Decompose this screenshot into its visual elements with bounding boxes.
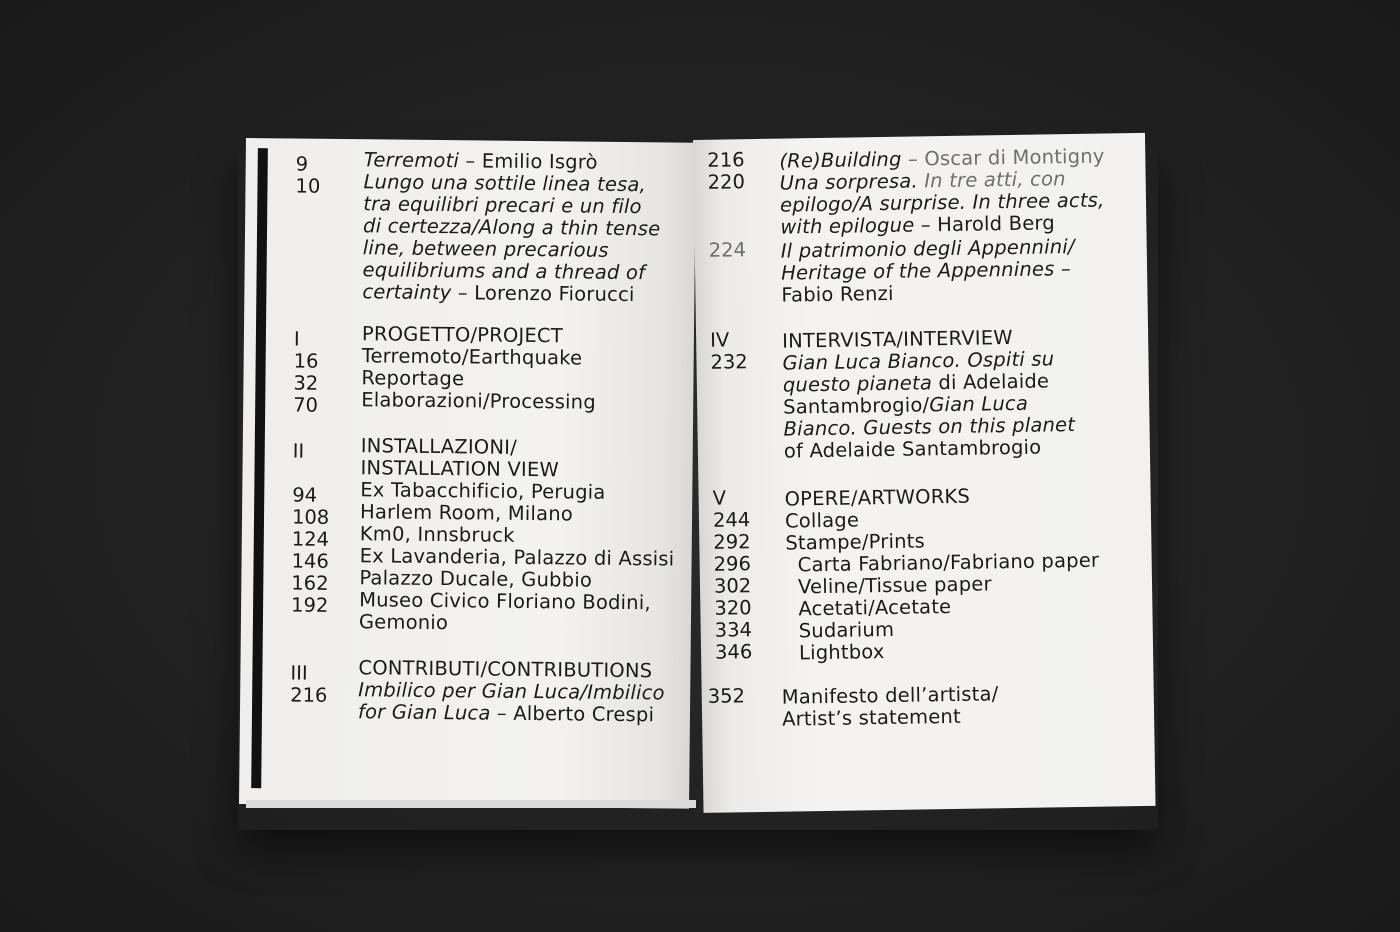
page-number: 232 [710,350,748,374]
toc-entry: Elaborazioni/Processing [361,388,596,414]
black-edge-bar [251,148,268,788]
toc-entry-line: epilogo/A surprise. In three acts, [779,188,1105,217]
toc-entry: Ex Tabacchificio, Perugia [360,478,606,504]
toc-entry-line: for Gian Luca – Alberto Crespi [357,700,655,727]
toc-entry-line: Fabio Renzi [781,281,894,307]
section-heading: INSTALLAZIONI/ [360,434,518,459]
toc-entry: Artist’s statement [781,704,962,731]
toc-entry-line: with epilogue – Harold Berg [780,211,1056,239]
page-number: 32 [293,371,319,395]
page-number: 70 [293,393,319,417]
toc-entry: (Re)Building – Oscar di Montigny [779,144,1105,173]
page-number: 16 [293,349,319,373]
page-number: 146 [291,549,329,573]
left-page [239,138,696,809]
page-number: 10 [295,174,321,198]
section-heading: PROGETTO/PROJECT [361,322,564,348]
section-heading: OPERE/ARTWORKS [784,484,971,511]
toc-entry: Harlem Room, Milano [359,500,574,526]
page-number: 94 [292,483,318,507]
page-number: 124 [291,527,330,551]
section-heading: INSTALLATION VIEW [360,456,560,482]
page-number: 108 [291,505,330,529]
toc-entry: Collage [784,508,860,533]
toc-entry: Sudarium [798,617,895,643]
toc-entry: Gemonio [358,610,449,635]
toc-entry: Museo Civico Floriano Bodini, [359,588,651,615]
toc-entry-line: tra equilibri precari e un filo [363,192,642,219]
section-heading: INTERVISTA/INTERVIEW [781,326,1013,353]
section-number: I [293,327,300,351]
toc-entry-line: Il patrimonio degli Appennini/ [780,235,1075,263]
section-heading: CONTRIBUTI/CONTRIBUTIONS [358,656,653,683]
page-number: 320 [714,596,752,620]
page-number: 220 [707,170,746,194]
toc-entry-line: Heritage of the Appennines – [780,257,1072,285]
toc-entry-line: Bianco. Guests on this planet [783,413,1076,441]
toc-entry: Reportage [361,366,465,391]
page-number: 346 [714,640,753,664]
page-number: 216 [707,148,745,172]
toc-entry-line: Una sorpresa. In tre atti, con [779,167,1066,195]
page-number: 292 [713,530,751,554]
page-number: 302 [713,574,752,598]
toc-entry: Km0, Innsbruck [359,522,515,547]
page-number: 192 [290,593,329,617]
toc-entry-line: questo pianeta di Adelaide [782,369,1050,397]
toc-entry: Terremoti – Emilio Isgrò [363,148,598,174]
toc-entry-line: Lungo una sottile linea tesa, [363,170,647,197]
toc-entry: Carta Fabriano/Fabriano paper [797,548,1100,577]
toc-entry: Terremoto/Earthquake [361,344,583,370]
toc-entry-line: Imbilico per Gian Luca/Imbilico [358,678,665,705]
right-page [693,133,1156,813]
page-number: 334 [714,618,753,642]
toc-entry-line: Gian Luca Bianco. Ospiti su [782,347,1055,375]
toc-entry: Lightbox [798,640,885,665]
page-stack-edge [246,800,696,808]
toc-entry-line: Santambrogio/Gian Luca [783,391,1029,419]
toc-entry: Ex Lavanderia, Palazzo di Assisi [359,544,675,571]
toc-entry-line: line, between precarious [362,236,609,262]
page-number: 296 [713,552,752,576]
toc-entry-line: certainty – Lorenzo Fiorucci [362,280,635,307]
page-number: 216 [290,683,328,707]
section-number: III [290,661,308,685]
toc-entry: Acetati/Acetate [798,595,952,621]
page-number: 162 [291,571,329,595]
toc-entry: Stampe/Prints [785,529,926,555]
page-number: 224 [708,238,747,262]
toc-entry-line: di certezza/Along a thin tense [362,214,661,241]
toc-entry-line: of Adelaide Santambrogio [783,435,1042,463]
toc-entry: Palazzo Ducale, Gubbio [359,566,593,592]
toc-entry: Veline/Tissue paper [797,572,992,599]
section-number: IV [709,328,730,352]
section-number: II [292,439,305,463]
toc-entry: Manifesto dell’artista/ [781,682,999,709]
page-number: 352 [707,684,746,708]
page-number: 244 [712,508,751,532]
section-number: V [712,486,727,510]
page-number: 9 [295,152,309,176]
toc-entry-line: equilibriums and a thread of [362,258,646,285]
